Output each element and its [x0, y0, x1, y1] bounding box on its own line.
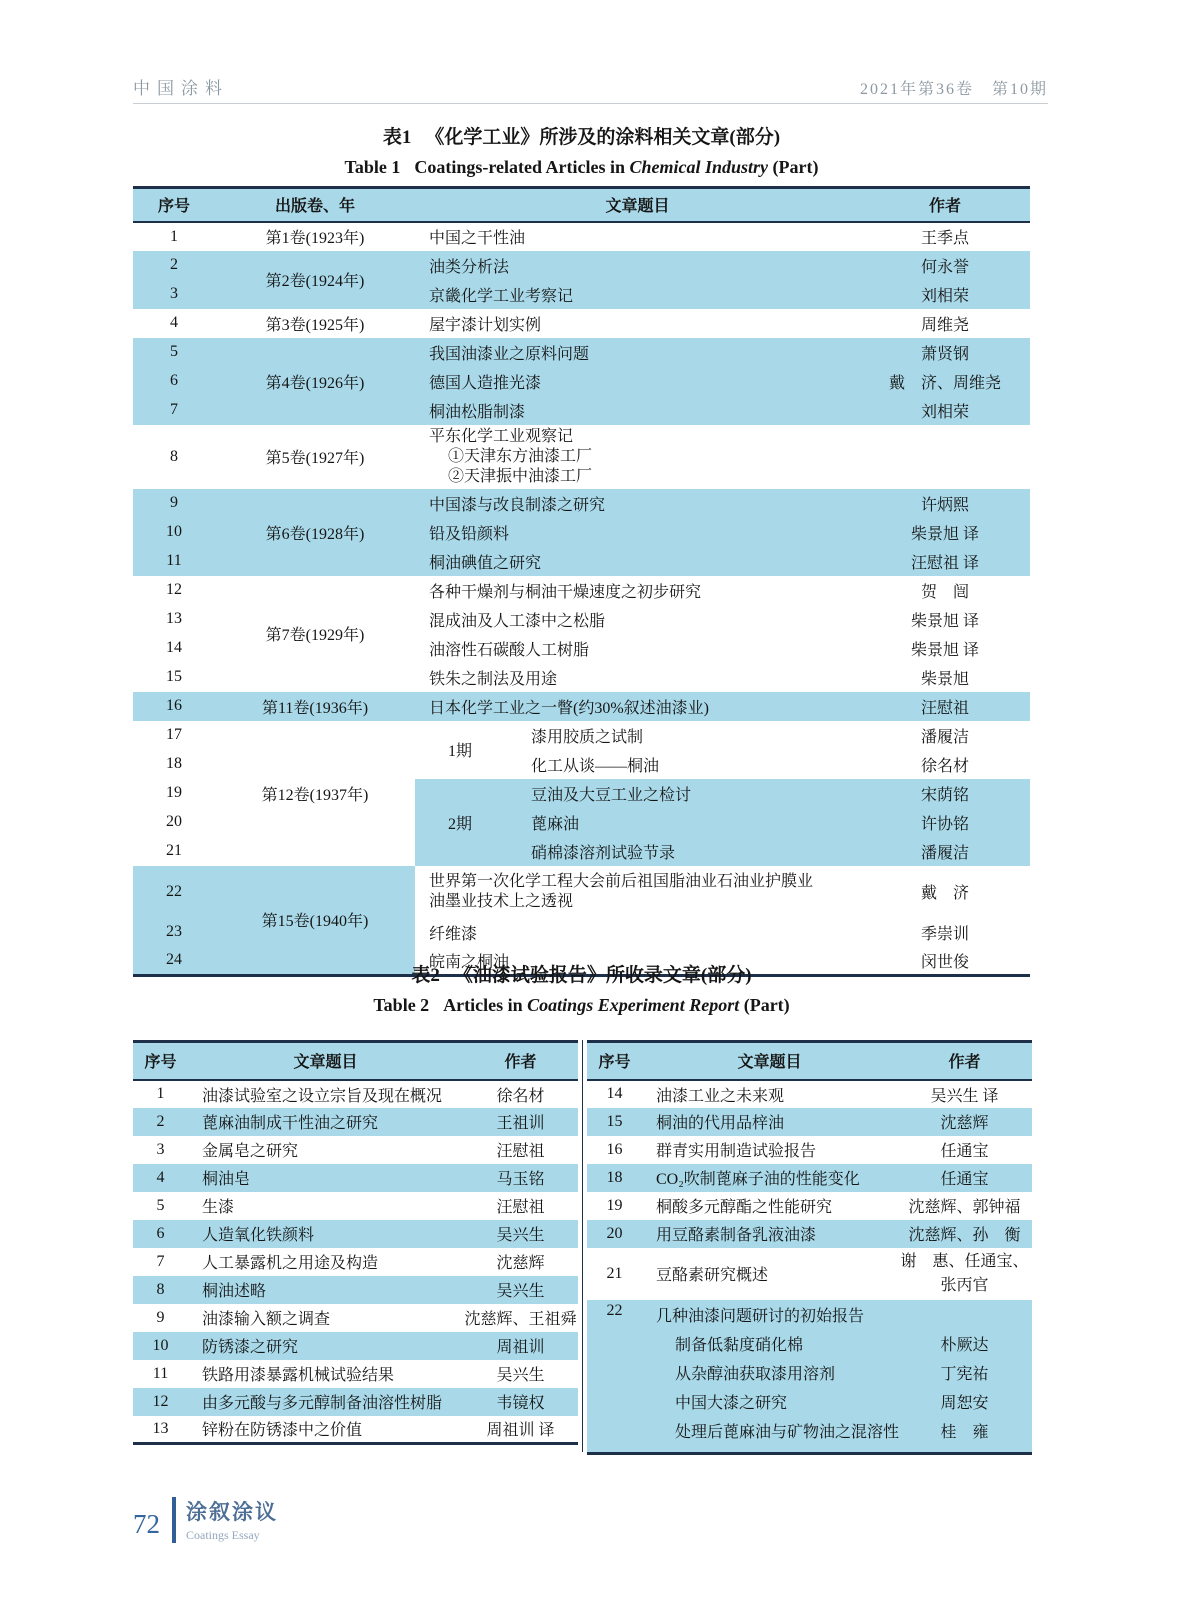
table2-row [133, 1136, 578, 1164]
cell-title [415, 425, 860, 489]
table1-caption-en-suffix: (Part) [768, 157, 819, 177]
table2-divider [578, 1040, 587, 1452]
cell-no: 6 [133, 1220, 188, 1248]
table1-caption-en-prefix: Coatings-related Articles in [414, 157, 630, 177]
table2-row [133, 1416, 578, 1444]
cell-title: 京畿化学工业考察记 [415, 280, 860, 309]
cell-author: 韦镜权 [463, 1388, 578, 1416]
cell-no: 16 [606, 1140, 623, 1158]
table1-caption-en-label: Table 1 [344, 157, 401, 177]
cell-title: 油漆输入额之调查 [202, 1311, 331, 1328]
table1-caption-en-italic: Chemical Industry [629, 157, 769, 177]
footer-column-block [186, 1496, 278, 1543]
table2-row [587, 1136, 1032, 1164]
cell-title: 油漆工业之未来观 [656, 1087, 785, 1105]
cell-no: 18 [587, 1164, 642, 1192]
cell-title: 桐油述略 [188, 1276, 463, 1304]
cell-no: 11 [152, 1364, 169, 1382]
cell-no: 2 [133, 1108, 188, 1136]
table2-caption-en-italic: Coatings Experiment Report [527, 995, 740, 1015]
table2-row [133, 1332, 578, 1360]
cell-title [415, 866, 860, 918]
table1 [133, 186, 1030, 977]
table2 [133, 1040, 1032, 1455]
column-title-zh: 涂叙涂议 [186, 1500, 278, 1524]
cell-title: 由多元酸与多元醇制备油溶性树脂 [188, 1388, 463, 1416]
cell-author: 徐名材 [921, 757, 970, 775]
cell-author: 吴兴生 [496, 1367, 545, 1384]
cell-no: 17 [166, 726, 182, 743]
cell-no: 1 [170, 227, 178, 245]
table1-header-row [133, 188, 1030, 222]
table1-col-title: 文章题目 [415, 188, 860, 222]
cell-volume: 第1卷(1923年) [265, 230, 365, 247]
table1-row [133, 425, 1030, 489]
sub-author [897, 1302, 1032, 1331]
table2-right-header-row [587, 1042, 1032, 1080]
page-footer [133, 1496, 278, 1543]
cell-no: 21 [166, 842, 182, 859]
cell-no: 5 [133, 338, 215, 367]
cell-author: 吴兴生 译 [930, 1087, 999, 1105]
table2-row [133, 1276, 578, 1304]
cell-author: 沈慈辉 [897, 1108, 1032, 1136]
cell-volume: 第15卷(1940年) [215, 866, 415, 976]
cell-author: 刘相荣 [860, 280, 1030, 309]
table2-row [133, 1304, 578, 1332]
sub-title: 中国大漆之研究 [675, 1394, 788, 1412]
cell-no: 7 [133, 396, 215, 425]
table1-row [133, 692, 1030, 721]
table2-row [587, 1108, 1032, 1136]
cell-author: 宋荫铭 [860, 779, 1030, 808]
cell-author: 周祖训 [463, 1332, 578, 1360]
table2-row [133, 1164, 578, 1192]
cell-title: 油类分析法 [415, 251, 860, 280]
cell-title: 德国人造推光漆 [415, 367, 860, 396]
cell-title: 桐油碘值之研究 [415, 547, 860, 576]
table1-row [133, 489, 1030, 518]
cell-author: 周祖训 译 [486, 1422, 555, 1440]
cell-no: 13 [152, 1419, 169, 1437]
footer-divider-bar [172, 1497, 176, 1543]
cell-author: 戴 济、周维尧 [860, 367, 1030, 396]
cell-period: 2期 [415, 779, 505, 866]
table1-caption-zh-label: 表1 [382, 127, 412, 148]
cell-title: 屋宇漆计划实例 [429, 316, 542, 334]
cell-author: 马玉铭 [463, 1164, 578, 1192]
cell-author: 汪慰祖 译 [860, 547, 1030, 576]
sub-title: 从杂醇油获取漆用溶剂 [675, 1365, 836, 1383]
cell-author [897, 1300, 1032, 1454]
sub-author: 朴厥达 [940, 1336, 989, 1354]
cell-no: 14 [606, 1085, 623, 1102]
cell-volume: 第11卷(1936年) [215, 692, 415, 721]
cell-no: 16 [133, 692, 215, 721]
cell-no: 12 [166, 581, 182, 598]
table2-row [133, 1108, 578, 1136]
table2-col-title: 文章题目 [188, 1042, 463, 1080]
table1-caption-zh [133, 124, 1030, 152]
cell-title: 铁路用漆暴露机械试验结果 [202, 1367, 395, 1384]
cell-title: 铅及铅颜料 [415, 518, 860, 547]
cell-author: 柴景旭 译 [911, 641, 980, 659]
column-title-en: Coatings Essay [186, 1528, 260, 1542]
table2-caption-zh-label: 表2 [411, 965, 440, 986]
sub-author: 周恕安 [940, 1394, 989, 1412]
table2-row [133, 1248, 578, 1276]
cell-no: 10 [133, 1332, 188, 1360]
cell-title: 桐油松脂制漆 [415, 396, 860, 425]
table2-row [587, 1164, 1032, 1192]
cell-author: 吴兴生 [463, 1276, 578, 1304]
cell-author: 季崇训 [921, 925, 970, 943]
cell-author: 戴 济 [921, 885, 970, 902]
cell-author [860, 425, 1030, 489]
cell-title: 铁朱之制法及用途 [429, 670, 558, 688]
cell-volume: 第2卷(1924年) [215, 251, 415, 309]
author-line: 张丙官 [940, 1276, 989, 1294]
cell-title: 豆酪素研究概述 [656, 1267, 769, 1284]
cell-no: 13 [166, 610, 182, 627]
cell-no: 19 [166, 784, 182, 801]
cell-author: 闵世俊 [921, 953, 970, 971]
cell-no: 4 [133, 1164, 188, 1192]
cell-author: 任通宝 [897, 1164, 1032, 1192]
cell-title: 中国漆与改良制漆之研究 [415, 489, 860, 518]
table1-col-no: 序号 [133, 188, 215, 222]
cell-author: 柴景旭 [921, 670, 970, 688]
cell-author [897, 1248, 1032, 1300]
cell-no: 15 [166, 668, 182, 685]
table2-left [133, 1040, 578, 1445]
cell-title: 混成油及人工漆中之松脂 [429, 612, 606, 630]
cell-author: 周维尧 [921, 316, 970, 334]
cell-no: 14 [166, 639, 182, 656]
cell-no: 15 [587, 1108, 642, 1136]
cell-no: 23 [133, 918, 215, 947]
table2-caption-en-suffix: (Part) [739, 995, 790, 1015]
sub-title: 处理后蓖麻油与矿物油之混溶性 [675, 1423, 900, 1441]
cell-title: 油溶性石碳酸人工树脂 [429, 641, 590, 659]
cell-period: 1期 [447, 743, 472, 760]
sub-title: 几种油漆问题研讨的初始报告 [656, 1307, 865, 1325]
cell-author: 柴景旭 译 [911, 612, 980, 630]
cell-author: 沈慈辉 [496, 1255, 545, 1272]
title-line: 平东化学工业观察记 [429, 427, 574, 445]
cell-title: 用豆酪素制备乳液油漆 [642, 1220, 897, 1248]
cell-no: 9 [133, 489, 215, 518]
cell-title: 金属皂之研究 [202, 1143, 299, 1160]
table2-row [587, 1300, 1032, 1454]
table2-row [133, 1388, 578, 1416]
cell-title: 油漆试验室之设立宗旨及现在概况 [202, 1087, 443, 1105]
cell-title: 防锈漆之研究 [188, 1332, 463, 1360]
cell-title: 人工暴露机之用途及构造 [202, 1255, 379, 1272]
cell-title: 桐酸多元醇酯之性能研究 [656, 1199, 833, 1216]
cell-author: 沈慈辉、郭钟福 [908, 1199, 1021, 1216]
cell-no: 22 [133, 866, 215, 918]
table2-row [133, 1220, 578, 1248]
cell-title: 蓖麻油制成干性油之研究 [188, 1108, 463, 1136]
author-line: 谢 惠、任通宝、 [900, 1252, 1029, 1270]
table1-caption [133, 124, 1030, 182]
table1-row [133, 251, 1030, 280]
cell-volume: 第3卷(1925年) [265, 316, 365, 334]
cell-author: 汪慰祖 [496, 1199, 545, 1216]
table2-row [133, 1192, 578, 1220]
table1-row [133, 309, 1030, 338]
cell-no: 19 [606, 1196, 623, 1214]
cell-title: 我国油漆业之原料问题 [415, 338, 860, 367]
table2-col-no: 序号 [133, 1042, 188, 1080]
table2-row [587, 1220, 1032, 1248]
cell-author: 萧贤钢 [860, 338, 1030, 367]
table1-body [133, 222, 1030, 976]
table1-row [133, 222, 1030, 251]
cell-author: 汪慰祖 [496, 1143, 545, 1160]
table1-row [133, 721, 1030, 750]
table1-col-volume: 出版卷、年 [215, 188, 415, 222]
cell-volume: 第7卷(1929年) [265, 627, 365, 644]
cell-no: 9 [156, 1308, 165, 1326]
cell-no: 10 [133, 518, 215, 547]
cell-author: 许炳熙 [860, 489, 1030, 518]
cell-title: 各种干燥剂与桐油干燥速度之初步研究 [429, 583, 702, 601]
cell-author: 何永誉 [860, 251, 1030, 280]
cell-no: 4 [170, 314, 178, 331]
cell-author: 沈慈辉、孙 衡 [897, 1220, 1032, 1248]
cell-no: 8 [133, 1276, 188, 1304]
cell-author: 任通宝 [940, 1143, 989, 1160]
cell-no: 5 [156, 1196, 165, 1214]
cell-author: 潘履洁 [921, 728, 970, 746]
table2-left-body [133, 1080, 578, 1444]
table2-caption-en [133, 990, 1030, 1020]
cell-no: 18 [166, 755, 182, 772]
page-header [133, 74, 1048, 104]
table2-col-author: 作者 [463, 1042, 578, 1080]
title-line: ②天津振中油漆工厂 [448, 467, 593, 485]
table1-row [133, 866, 1030, 918]
table2-caption-zh-text: 《油漆试验报告》所收录文章(部分) [453, 965, 752, 986]
cell-title: 锌粉在防锈漆中之价值 [202, 1422, 363, 1440]
title-line: 世界第一次化学工程大会前后祖国脂油业石油业护膜业 [429, 872, 814, 890]
cell-no: 11 [133, 547, 215, 576]
cell-author: 徐名材 [496, 1087, 545, 1105]
cell-no: 20 [587, 1220, 642, 1248]
cell-title: 硝棉漆溶剂试验节录 [505, 837, 860, 866]
table1-row [133, 576, 1030, 605]
cell-title: 纤维漆 [429, 925, 478, 943]
cell-author: 刘相荣 [860, 396, 1030, 425]
cell-author: 吴兴生 [463, 1220, 578, 1248]
page-number: 72 [133, 1509, 160, 1539]
cell-title: 化工从谈——桐油 [531, 757, 660, 775]
cell-no: 3 [133, 280, 215, 309]
cell-title: 中国之干性油 [429, 230, 526, 247]
table2-left-header-row [133, 1042, 578, 1080]
table2-row [133, 1360, 578, 1388]
cell-title: 人造氧化铁颜料 [188, 1220, 463, 1248]
table2-caption [133, 962, 1030, 1020]
table2-col-title: 文章题目 [642, 1042, 897, 1080]
cell-no: 6 [133, 367, 215, 396]
table2-col-author: 作者 [897, 1042, 1032, 1080]
cell-volume: 第12卷(1937年) [261, 786, 369, 804]
table2-row [133, 1080, 578, 1108]
cell-title: 豆油及大豆工业之检讨 [505, 779, 860, 808]
table1-caption-en [133, 152, 1030, 182]
sub-author: 桂 雍 [940, 1423, 989, 1441]
cell-author: 王祖训 [463, 1108, 578, 1136]
cell-no: 22 [587, 1300, 642, 1454]
cell-author: 沈慈辉、王祖舜 [464, 1311, 577, 1328]
cell-title: 漆用胶质之试制 [531, 728, 644, 746]
cell-title: 蓖麻油 [505, 808, 860, 837]
table2-caption-en-label: Table 2 [373, 995, 430, 1015]
cell-author: 柴景旭 译 [860, 518, 1030, 547]
journal-name: 中国涂料 [133, 79, 229, 98]
sub-title: 制备低黏度硝化棉 [675, 1336, 804, 1354]
table1-caption-zh-text: 《化学工业》所涉及的涂料相关文章(部分) [425, 127, 781, 148]
sub-author: 丁宪祐 [940, 1365, 989, 1383]
cell-title: 桐油皂 [188, 1164, 463, 1192]
cell-no: 7 [156, 1252, 165, 1270]
table2-right [587, 1040, 1032, 1455]
cell-no: 24 [133, 947, 215, 976]
cell-no: 1 [156, 1085, 165, 1102]
table2-row [587, 1080, 1032, 1108]
cell-title: 日本化学工业之一瞥(约30%叙述油漆业) [415, 692, 860, 721]
cell-no: 12 [133, 1388, 188, 1416]
cell-no: 20 [166, 813, 182, 830]
title-line: 油墨业技术上之透视 [429, 892, 574, 910]
table2-caption-en-prefix: Articles in [443, 995, 528, 1015]
cell-title [642, 1300, 900, 1454]
cell-title: CO₂吹制蓖麻子油的性能变化 [642, 1164, 897, 1192]
cell-volume: 第5卷(1927年) [265, 450, 365, 467]
cell-no: 8 [170, 447, 178, 465]
title-line: ①天津东方油漆工厂 [448, 447, 593, 465]
cell-title: 皖南之桐油 [429, 953, 510, 971]
table2-row [587, 1192, 1032, 1220]
cell-volume: 第6卷(1928年) [215, 489, 415, 576]
cell-author: 贺 闿 [921, 583, 970, 601]
cell-no: 21 [606, 1264, 623, 1282]
cell-volume: 第4卷(1926年) [215, 338, 415, 425]
cell-author: 王季点 [921, 230, 970, 247]
table1-col-author: 作者 [860, 188, 1030, 222]
cell-author: 汪慰祖 [860, 692, 1030, 721]
table2-col-no: 序号 [587, 1042, 642, 1080]
cell-no: 3 [156, 1140, 165, 1158]
cell-title: 生漆 [202, 1199, 235, 1216]
table2-row [587, 1248, 1032, 1300]
table1-row [133, 338, 1030, 367]
cell-title: 群青实用制造试验报告 [656, 1143, 817, 1160]
issue-info: 2021年第36卷 第10期 [859, 81, 1048, 98]
table2-right-body [587, 1080, 1032, 1454]
cell-author: 许协铭 [860, 808, 1030, 837]
table2-caption-zh [133, 962, 1030, 990]
cell-no: 2 [133, 251, 215, 280]
cell-author: 潘履洁 [860, 837, 1030, 866]
cell-title: 桐油的代用品梓油 [642, 1108, 897, 1136]
